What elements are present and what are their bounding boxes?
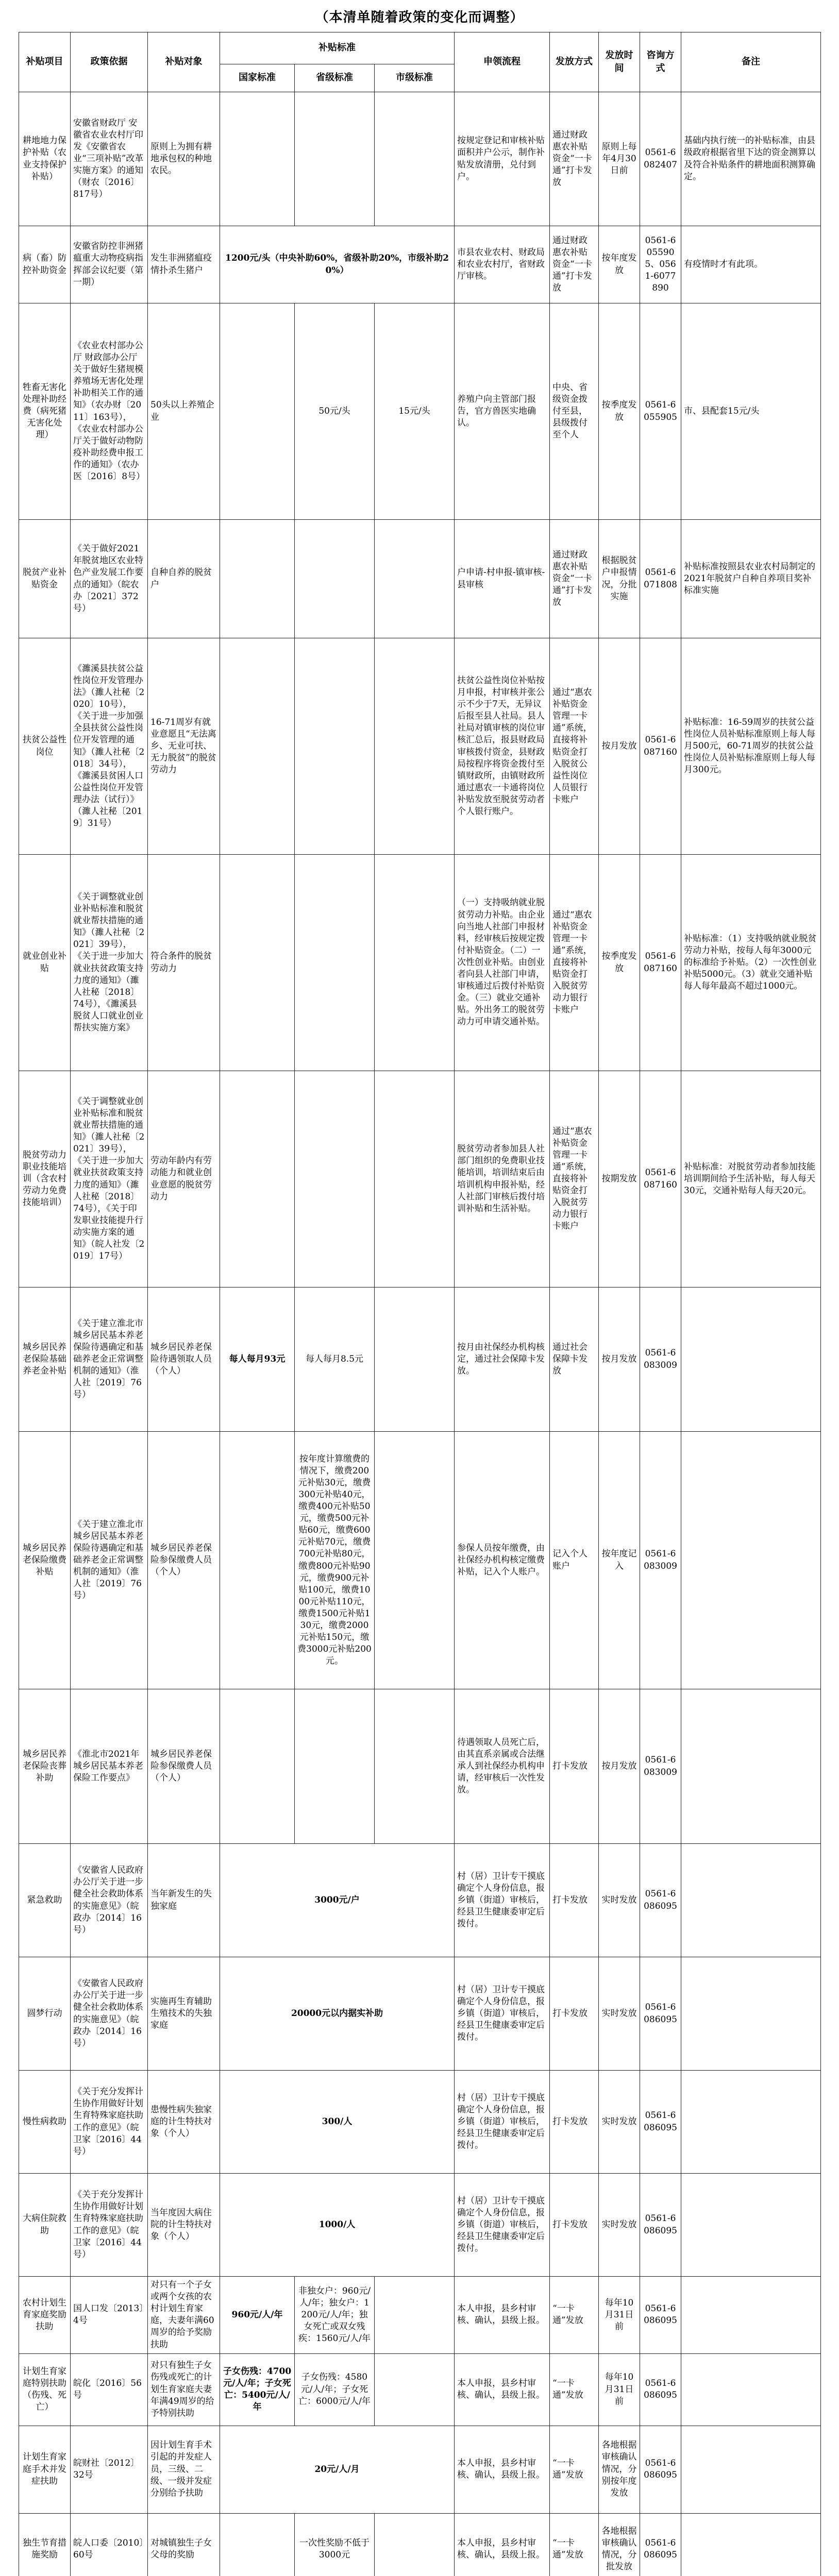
cell-target: 50头以上养殖企业 (148, 303, 220, 520)
table-row (19, 1071, 821, 1287)
cell-remark: 有疫情时才有此项。 (681, 226, 821, 303)
cell-time: 按月发放 (599, 638, 640, 855)
cell-method: “一卡通”发放 (550, 2353, 599, 2426)
cell-remark (681, 1844, 821, 1957)
cell-consult: 0561-6086095 (640, 2426, 681, 2513)
cell-provincial: 子女伤残：4580元/人/年；子女死亡：6000元/人/年 (295, 2353, 375, 2426)
cell-target: 当年新发生的失独家庭 (148, 1844, 220, 1957)
cell-procedure: 本人申报，县乡村审核、确认，县级上报。 (455, 2277, 550, 2354)
cell-time: 按期发放 (599, 1071, 640, 1287)
cell-method: 通过“惠农补贴资金管理一卡通”系统，直接将补贴资金打入脱贫公益性岗位人员银行卡账户 (550, 638, 599, 855)
cell-method: 通过财政惠农补贴资金“一卡通”打卡发放 (550, 520, 599, 638)
header-procedure: 申领流程 (455, 32, 550, 92)
cell-method: 打卡发放 (550, 1689, 599, 1844)
cell-time: 按月发放 (599, 1689, 640, 1844)
cell-municipal (375, 1432, 455, 1689)
cell-target: 符合条件的脱贫劳动力 (148, 855, 220, 1071)
page-title: （本清单随着政策的变化而调整） (315, 10, 524, 25)
cell-provincial: 按年度计算缴费的情况下，缴费200元补贴30元，缴费300元补贴40元，缴费400元补贴50元，缴费500元补贴60元，缴费600元补贴70元，缴费700元补贴80元，缴费800元补贴90元，缴费900元补贴100元，缴费1000元补贴110元，缴费1500元补贴130元，缴费2000元补贴150元，缴费3000元补贴200元。 (295, 1432, 375, 1689)
cell-procedure: 市县农业农村、财政局和农业农村厅，省财政厅审核。 (455, 226, 550, 303)
cell-remark (681, 2513, 821, 2576)
cell-item: 慢性病救助 (19, 2071, 71, 2174)
cell-basis: 《安徽省人民政府办公厅关于进一步健全社会救助体系的实施意见》（皖政办〔2014〕16号） (71, 1844, 148, 1957)
cell-target: 实施再生育辅助生殖技术的失独家庭 (148, 1957, 220, 2071)
cell-procedure: 参保人员按年缴费，由社保经办机构核定缴费补贴，记入个人账户。 (455, 1432, 550, 1689)
cell-procedure: 村（居）卫计专干摸底确定个人身份信息，报乡镇（街道）审核后，经县卫生健康委审定后拨付。 (455, 1957, 550, 2071)
cell-procedure: 按规定登记和审核补贴面积并户公示，制作补贴发放清册，兑付到户。 (455, 92, 550, 226)
cell-basis: 皖财社〔2012〕32号 (71, 2426, 148, 2513)
cell-remark (681, 1432, 821, 1689)
cell-procedure: 户申请-村申报-镇审核-县审核 (455, 520, 550, 638)
cell-provincial (295, 92, 375, 226)
cell-method: 打卡发放 (550, 2174, 599, 2277)
cell-provincial (295, 1689, 375, 1844)
cell-consult: 0561-6087160 (640, 1071, 681, 1287)
cell-basis: 安徽省防控非洲猪瘟重大动物疫病指挥部会议纪要（第一期） (71, 226, 148, 303)
cell-basis: 安徽省财政厅 安徽省农业农村厅印发《安徽省农业“三项补贴”改革实施方案》的通知（财农〔2016〕817号） (71, 92, 148, 226)
cell-municipal (375, 1287, 455, 1432)
cell-national: 子女伤残：4700元/人/年；子女死亡：5400元/人/年 (220, 2353, 295, 2426)
cell-item: 计划生育家庭手术并发症扶助 (19, 2426, 71, 2513)
cell-target: 当年度因大病住院的计生特扶对象（个人） (148, 2174, 220, 2277)
cell-consult: 0561-6087160 (640, 855, 681, 1071)
table-row (19, 2513, 821, 2576)
cell-basis: 《关于建立淮北市城乡居民基本养老保险待遇确定和基础养老金正常调整机制的通知》（淮人社〔2019〕76号） (71, 1287, 148, 1432)
subsidy-table (19, 32, 821, 2576)
cell-consult: 0561-6071808 (640, 520, 681, 638)
cell-municipal (375, 855, 455, 1071)
cell-target: 对城镇独生子女父母的奖励 (148, 2513, 220, 2576)
header-consult: 咨询方式 (640, 32, 681, 92)
cell-provincial: 每人每月8.5元 (295, 1287, 375, 1432)
cell-provincial (295, 1071, 375, 1287)
cell-time: 实时发放 (599, 1844, 640, 1957)
cell-procedure: 村（居）卫计专干摸底确定个人身份信息，报乡镇（街道）审核后，经县卫生健康委审定后拨付。 (455, 1844, 550, 1957)
table-row (19, 2071, 821, 2174)
cell-basis: 《关于调整就业创业补贴标准和脱贫就业帮扶措施的通知》（濉人社秘〔2021〕39号），《关于进一步加大就业扶贫政策支持力度的通知》（濉人社秘〔2018〕74号），《濉溪县脱贫人口就业创业帮扶实施方案》 (71, 855, 148, 1071)
cell-item: 圆梦行动 (19, 1957, 71, 2071)
cell-consult: 0561-6086095 (640, 1957, 681, 2071)
cell-target: 16-71周岁有就业意愿且“无法离乡、无业可扶、无力脱贫”的脱贫劳动力 (148, 638, 220, 855)
header-basis: 政策依据 (71, 32, 148, 92)
table-row (19, 2277, 821, 2354)
cell-item: 城乡居民养老保险丧葬补助 (19, 1689, 71, 1844)
cell-target: 对只有一个子女或两个女孩的农村计划生育家庭，夫妻年满60周岁的给予奖励扶助 (148, 2277, 220, 2354)
cell-item: 独生节育措施奖励 (19, 2513, 71, 2576)
cell-target: 患慢性病失独家庭的计生特扶对象（个人） (148, 2071, 220, 2174)
cell-merge: 1000/人 (220, 2174, 455, 2277)
cell-method: 打卡发放 (550, 2071, 599, 2174)
header-remark: 备注 (681, 32, 821, 92)
cell-consult: 0561-6055905 (640, 303, 681, 520)
header-method: 发放方式 (550, 32, 599, 92)
cell-time: 原则上每年4月30日前 (599, 92, 640, 226)
cell-national (220, 520, 295, 638)
cell-method: “一卡通”发放 (550, 2426, 599, 2513)
cell-remark (681, 1957, 821, 2071)
cell-method: “一卡通”发放 (550, 2277, 599, 2354)
cell-consult: 0561-6082407 (640, 92, 681, 226)
header-target: 补贴对象 (148, 32, 220, 92)
cell-consult: 0561-6086095 (640, 2513, 681, 2576)
cell-national (220, 1432, 295, 1689)
cell-target: 因计划生育手术引起的并发症人员，三级、二级、一级并发症分别给予扶助 (148, 2426, 220, 2513)
cell-municipal (375, 638, 455, 855)
cell-national (220, 638, 295, 855)
cell-merge: 20000元以内据实补助 (220, 1957, 455, 2071)
table-row (19, 855, 821, 1071)
cell-national (220, 2513, 295, 2576)
cell-item: 牲畜无害化处理补助经费（病死猪无害化处理） (19, 303, 71, 520)
header-time: 发放时间 (599, 32, 640, 92)
cell-remark: 补贴标准按照县农业农村局制定的2021年脱贫户自种自养项目奖补标准实施 (681, 520, 821, 638)
cell-procedure: 按月由社保经办机构核定，通过社会保障卡发放。 (455, 1287, 550, 1432)
cell-procedure: 村（居）卫计专干摸底确定个人身份信息，报乡镇（街道）审核后，经县卫生健康委审定后拨付。 (455, 2071, 550, 2174)
cell-national (220, 92, 295, 226)
cell-basis: 《农业农村部办公厅 财政部办公厅关于做好生猪规模养殖场无害化处理补助相关工作的通知》（农办财〔2011〕163号），《农业农村部办公厅关于做好动物防疫补助经费申报工作的通知》（农办医〔2016〕8号） (71, 303, 148, 520)
cell-national (220, 1071, 295, 1287)
cell-procedure: 本人申报，县乡村审核、确认，县级上报。 (455, 2426, 550, 2513)
cell-time: 按年度发放 (599, 226, 640, 303)
cell-procedure: 村（居）卫计专干摸底确定个人身份信息，报乡镇（街道）审核后，经县卫生健康委审定后拨付。 (455, 2174, 550, 2277)
table-row (19, 1689, 821, 1844)
table-row (19, 2353, 821, 2426)
cell-procedure: 本人申报，县乡村审核、确认，县级上报。 (455, 2353, 550, 2426)
cell-remark (681, 2426, 821, 2513)
cell-consult: 0561-6083009 (640, 1689, 681, 1844)
table-body (19, 92, 821, 2576)
cell-item: 大病住院救助 (19, 2174, 71, 2277)
header-national: 国家标准 (220, 64, 295, 92)
cell-item: 耕地地力保护补贴（农业支持保护补贴） (19, 92, 71, 226)
cell-consult: 0561-6086095 (640, 1844, 681, 1957)
cell-item: 紧急救助 (19, 1844, 71, 1957)
cell-national (220, 855, 295, 1071)
cell-merge: 1200元/头（中央补助60%，省级补助20%，市级补助20%） (220, 226, 455, 303)
cell-item: 城乡居民养老保险缴费补贴 (19, 1432, 71, 1689)
table-row (19, 1844, 821, 1957)
cell-basis: 《关于充分发挥计生协作用做好计划生育特殊家庭扶助工作的意见》（皖卫家〔2016〕44号） (71, 2071, 148, 2174)
cell-target: 自种自养的脱贫户 (148, 520, 220, 638)
cell-consult: 0561-6086095 (640, 2277, 681, 2354)
cell-basis: 皖化〔2016〕56号 (71, 2353, 148, 2426)
cell-national (220, 303, 295, 520)
cell-item: 就业创业补贴 (19, 855, 71, 1071)
cell-national: 每人每月93元 (220, 1287, 295, 1432)
cell-item: 脱贫劳动力职业技能培训（含农村劳动力免费技能培训） (19, 1071, 71, 1287)
cell-remark (681, 2277, 821, 2354)
cell-method: 中央、省级资金拨付至县，县级拨付至个人 (550, 303, 599, 520)
cell-consult: 0561-6086095 (640, 2071, 681, 2174)
cell-basis: 《濉溪县扶贫公益性岗位开发管理办法》（濉人社秘〔2020〕10号），《关于进一步加强全县扶贫公益性岗位开发管理的通知》（濉人社秘〔2018〕34号），《濉溪县贫困人口公益性岗位开发管理办法（试行）》（濉人社秘〔2019〕31号） (71, 638, 148, 855)
table-row (19, 638, 821, 855)
cell-remark (681, 1689, 821, 1844)
cell-time: 实时发放 (599, 1957, 640, 2071)
cell-merge: 300/人 (220, 2071, 455, 2174)
cell-basis: 《关于调整就业创业补贴标准和脱贫就业帮扶措施的通知》（濉人社秘〔2021〕39号），《关于进一步加大就业扶贫政策支持力度的通知》（濉人社秘〔2018〕74号），《关于印发职业技能提升行动实施方案的通知》（皖人社发〔2019〕17号） (71, 1071, 148, 1287)
cell-method: 记入个人账户 (550, 1432, 599, 1689)
cell-time: 每年10月31日前 (599, 2353, 640, 2426)
cell-item: 城乡居民养老保险基础养老金补贴 (19, 1287, 71, 1432)
table-row (19, 2174, 821, 2277)
cell-consult: 0561-6087160 (640, 638, 681, 855)
cell-procedure: 扶贫公益性岗位补贴按月申报，村审核并张公示不少于7天，无异议后报至县人社局。县人社局对镇审核的岗位审核汇总后，报县财政局审核拨付资金，县财政局按程序将资金拨付至镇财政所，由镇财政所通过惠农一卡通将岗位补贴发放至脱贫劳动者个人银行账户。 (455, 638, 550, 855)
cell-municipal (375, 520, 455, 638)
cell-remark (681, 2353, 821, 2426)
cell-remark (681, 2071, 821, 2174)
cell-remark (681, 1287, 821, 1432)
cell-remark: 补贴标准：（1）支持吸纳就业脱贫劳动力补贴，按每人每年3000元的标准给予补贴。（2）一次性创业补贴5000元。（3）就业交通补贴每人每年最高不超过1000元。 (681, 855, 821, 1071)
table-row (19, 1287, 821, 1432)
cell-target: 城乡居民养老保险待遇领取人员（个人） (148, 1287, 220, 1432)
cell-municipal (375, 2277, 455, 2354)
cell-provincial (295, 520, 375, 638)
table-row (19, 1432, 821, 1689)
cell-basis: 《关于充分发挥计生协作用做好计划生育特殊家庭扶助工作的意见》（皖卫家〔2016〕44号） (71, 2174, 148, 2277)
cell-basis: 《淮北市2021年城乡居民基本养老保险工作要点》 (71, 1689, 148, 1844)
cell-time: 各地根据审核确认情况，分别按年度发放 (599, 2426, 640, 2513)
cell-remark: 市、县配套15元/头 (681, 303, 821, 520)
cell-method: 通过“惠农补贴资金管理一卡通”系统，直接将补贴资金打入脱贫劳动力银行卡账户 (550, 855, 599, 1071)
cell-national: 960元/人/年 (220, 2277, 295, 2354)
cell-merge: 3000元/户 (220, 1844, 455, 1957)
cell-national (220, 1689, 295, 1844)
cell-municipal (375, 2513, 455, 2576)
cell-provincial: 50元/头 (295, 303, 375, 520)
table-row (19, 303, 821, 520)
cell-remark: 补贴标准：16-59周岁的扶贫公益性岗位人员补贴标准原则上每人每月500元，60-71周岁的扶贫公益性岗位人员补贴标准原则上每人每月300元。 (681, 638, 821, 855)
cell-method: 打卡发放 (550, 1957, 599, 2071)
cell-target: 对只有独生子女伤残或死亡的计划生育家庭夫妻年满49周岁的给予特别扶助 (148, 2353, 220, 2426)
table-row (19, 92, 821, 226)
cell-method: “一卡通”发放 (550, 2513, 599, 2576)
cell-time: 各地根据审核确认情况，分批发放 (599, 2513, 640, 2576)
table-row (19, 520, 821, 638)
cell-municipal (375, 1071, 455, 1287)
table-row (19, 2426, 821, 2513)
cell-method: 打卡发放 (550, 1844, 599, 1957)
cell-remark: 基础内执行统一的补贴标准，由县级政府根据省里下达的资金测算以及符合补贴条件的耕地面积测算确定。 (681, 92, 821, 226)
cell-item: 扶贫公益性岗位 (19, 638, 71, 855)
cell-method: 通过财政惠农补贴资金“一卡通”打卡发放 (550, 92, 599, 226)
cell-municipal: 15元/头 (375, 303, 455, 520)
cell-target: 发生非洲猪瘟疫情扑杀生猪户 (148, 226, 220, 303)
cell-municipal (375, 2353, 455, 2426)
cell-provincial (295, 638, 375, 855)
cell-method: 通过财政惠农补贴资金“一卡通”打卡发放 (550, 226, 599, 303)
cell-method: 通过“惠农补贴资金管理一卡通”系统，直接将补贴资金打入脱贫劳动力银行卡账户 (550, 1071, 599, 1287)
table-row (19, 1957, 821, 2071)
cell-provincial (295, 855, 375, 1071)
cell-time: 按季度发放 (599, 855, 640, 1071)
cell-consult: 0561-6083009 (640, 1432, 681, 1689)
header-provincial: 省级标准 (295, 64, 375, 92)
cell-consult: 0561-6086095 (640, 2174, 681, 2277)
cell-provincial: 一次性奖励不低于3000元 (295, 2513, 375, 2576)
cell-consult: 0561-6086095 (640, 2353, 681, 2426)
cell-basis: 皖人口委〔2010〕60号 (71, 2513, 148, 2576)
cell-time: 按年度记入 (599, 1432, 640, 1689)
cell-target: 城乡居民养老保险参保缴费人员（个人） (148, 1689, 220, 1844)
cell-procedure: 本人申报，县乡村审核、确认，县级上报。 (455, 2513, 550, 2576)
cell-target: 劳动年龄内有劳动能力和就业创业意愿的脱贫劳动力 (148, 1071, 220, 1287)
cell-basis: 国人口发〔2013〕4号 (71, 2277, 148, 2354)
cell-time: 实时发放 (599, 2071, 640, 2174)
table-row (19, 226, 821, 303)
cell-merge: 20元/人/月 (220, 2426, 455, 2513)
cell-item: 病（畜）防控补助资金 (19, 226, 71, 303)
cell-procedure: 养殖户向主管部门报告，官方兽医实地确认。 (455, 303, 550, 520)
cell-remark (681, 2174, 821, 2277)
cell-municipal (375, 92, 455, 226)
cell-basis: 《关于做好2021年脱贫地区农业特色产业发展工作要点的通知》（皖农办〔2021〕372号） (71, 520, 148, 638)
header-municipal: 市级标准 (375, 64, 455, 92)
cell-method: 通过社会保障卡发放 (550, 1287, 599, 1432)
cell-basis: 《安徽省人民政府办公厅关于进一步健全社会救助体系的实施意见》（皖政办〔2014〕16号） (71, 1957, 148, 2071)
cell-provincial: 非独女户：960元/人/年；独女户：1200元/人/年；独女死亡或双女残疾：1560元/人/年 (295, 2277, 375, 2354)
cell-basis: 《关于建立淮北市城乡居民基本养老保险待遇确定和基础养老金正常调整机制的通知》（淮人社〔2019〕76号） (71, 1432, 148, 1689)
header-item: 补贴项目 (19, 32, 71, 92)
cell-procedure: 脱贫劳动者参加县人社部门组织的免费职业技能培训，培训结束后由培训机构申报补贴，经人社部门审核后拨付培训补贴和生活补贴。 (455, 1071, 550, 1287)
cell-item: 脱贫产业补贴资金 (19, 520, 71, 638)
cell-item: 农村计划生育家庭奖励扶助 (19, 2277, 71, 2354)
header-standard: 补贴标准 (220, 32, 455, 64)
cell-procedure: 待遇领取人员死亡后，由其直系亲属或合法继承人到社保经办机构申请，经审核后一次性发放。 (455, 1689, 550, 1844)
cell-consult: 0561-6055905、0561-6077890 (640, 226, 681, 303)
cell-remark: 补贴标准：对脱贫劳动者参加技能培训期间给予生活补贴，每人每天30元，交通补贴每人每天20元。 (681, 1071, 821, 1287)
cell-target: 城乡居民养老保险参保缴费人员（个人） (148, 1432, 220, 1689)
cell-procedure: （一）支持吸纳就业脱贫劳动力补贴。由企业向当地人社部门申报材料，经审核后按规定拨付补贴资金。（二）一次性创业补贴。由创业者向县人社部门申请，审核通过后拨付补贴资金。（三）就业交通补贴。外出务工的脱贫劳动力可申请交通补贴。 (455, 855, 550, 1071)
cell-time: 每年10月31日前 (599, 2277, 640, 2354)
cell-consult: 0561-6083009 (640, 1287, 681, 1432)
cell-time: 按月发放 (599, 1287, 640, 1432)
cell-target: 原则上为拥有耕地承包权的种地农民。 (148, 92, 220, 226)
cell-time: 按季度发放 (599, 303, 640, 520)
cell-time: 实时发放 (599, 2174, 640, 2277)
cell-municipal (375, 1689, 455, 1844)
cell-item: 计划生育家庭特别扶助（伤残、死亡） (19, 2353, 71, 2426)
cell-time: 根据脱贫户申报情况，分批实施 (599, 520, 640, 638)
